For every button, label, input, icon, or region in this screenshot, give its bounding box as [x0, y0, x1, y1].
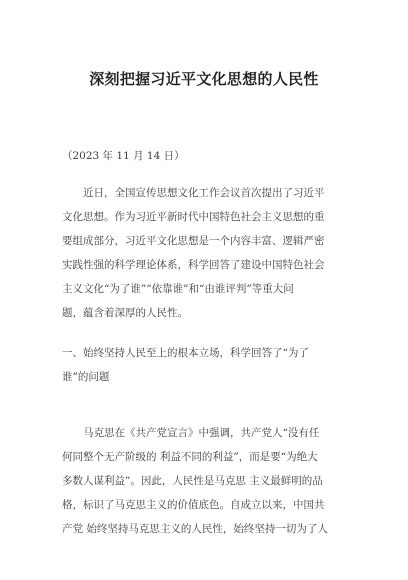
paragraph-line: 实践性强的科学理论体系，科学回答了建设中国特色社会 [62, 259, 325, 271]
document-title: 深刻把握习近平文化思想的人民性 [89, 70, 319, 88]
paragraph-line: 多数人谋利益”。因此，人民性是马克思 主义最鲜明的品 [62, 475, 323, 487]
paragraph-line: 文化思想。作为习近平新时代中国特色社会主义思想的重 [62, 211, 325, 223]
paragraph-intro [62, 181, 352, 325]
paragraph-line: 格，标识了马克思主义的价值底色。自成立以来，中国共 [62, 499, 325, 511]
paragraph-line: 要组成部分，习近平文化思想是一个内容丰富、逻辑严密 [62, 235, 325, 247]
section-heading-1 [62, 341, 352, 389]
paragraph-line: 近日，全国宣传思想文化工作会议首次提出了习近平 [62, 187, 325, 199]
paragraph-line: 何同整个无产阶级的 利益不同的利益”，而是要“为绝大 [62, 451, 318, 463]
paragraph-line: 题，蕴含着深厚的人民性。 [62, 307, 188, 319]
paragraph-line: 主义文化“为了谁”“依靠谁”和“由谁评判”等重大问 [62, 283, 294, 295]
heading-line: 一、始终坚持人民至上的根本立场，科学回答了“为了 [62, 347, 309, 359]
paragraph-marx [62, 421, 352, 541]
heading-line: 谁”的问题 [62, 371, 110, 383]
paragraph-line: 产党 始终坚持马克思主义的人民性，始终坚持一切为了人 [62, 523, 328, 535]
paragraph-line: 马克思在《共产党宣言》中强调，共产党人“没有任 [62, 427, 320, 439]
document-date: （2023 年 11 月 14 日） [62, 150, 185, 162]
